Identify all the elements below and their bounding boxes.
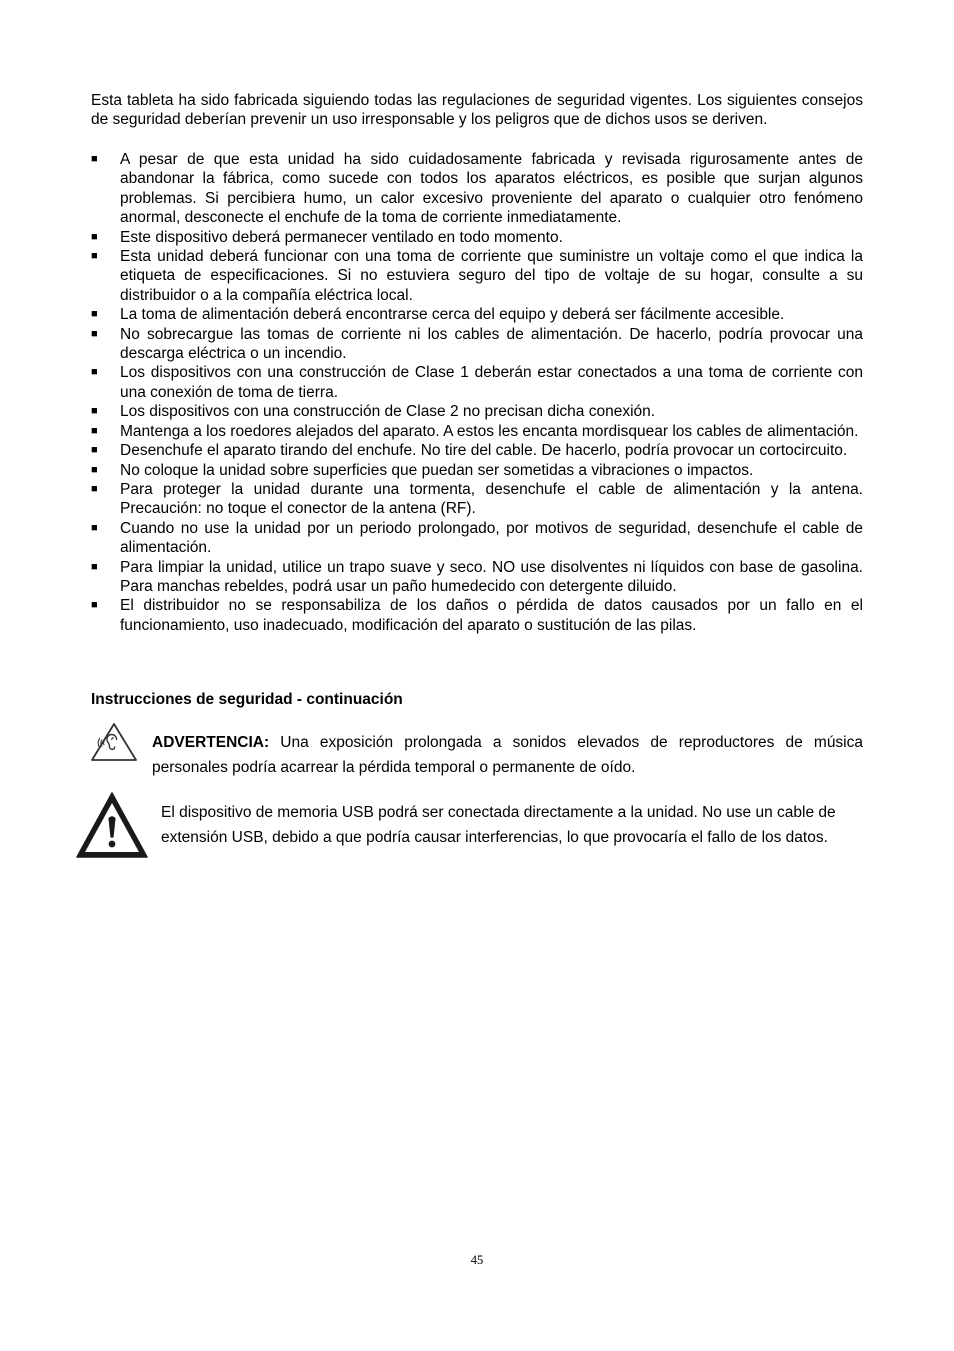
bullet-text: Desenchufe el aparato tirando del enchufe. No tire del cable. De hacerlo, podría provocar un cortocircuito. [120,442,848,460]
safety-bullet-list [91,150,863,635]
list-item [91,461,863,480]
bullet-marker: ■ [91,560,98,573]
bullet-marker: ■ [91,599,98,612]
bullet-text: El distribuidor no se responsabiliza de los daños o pérdida de datos causados por un fallo en el funcionamiento, uso inadecuado, modificación del aparato o sustitución de las pilas. [120,597,863,634]
bullet-marker: ■ [91,250,98,263]
list-item [91,558,863,597]
list-item [91,325,863,364]
list-item [91,402,863,421]
list-item [91,422,863,441]
bullet-marker: ■ [91,444,98,457]
exclamation-warning-icon [76,792,148,858]
list-item [91,441,863,460]
bullet-marker: ■ [91,308,98,321]
bullet-marker: ■ [91,366,98,379]
hearing-warning-icon [90,722,138,762]
bullet-marker: ■ [91,482,98,495]
list-item [91,305,863,324]
bullet-marker: ■ [91,463,98,476]
bullet-text: Esta unidad deberá funcionar con una toma de corriente que suministre un voltaje como el que indica la etiqueta de especificaciones. Si no estuviera seguro del tipo de voltaje de su hogar, consulte a su distribuidor o a la compañía eléctrica local. [120,248,863,304]
bullet-text: No coloque la unidad sobre superficies que puedan ser sometidas a vibraciones o impactos. [120,461,754,479]
list-item [91,247,863,305]
list-item [91,150,863,228]
list-item [91,480,863,519]
list-item [91,519,863,558]
bullet-marker: ■ [91,521,98,534]
bullet-text: A pesar de que esta unidad ha sido cuidadosamente fabricada y revisada rigurosamente antes de abandonar la fábrica, como sucede con todos los aparatos eléctricos, es posible que surjan algunos problemas. Si percibiera humo, un calor excesivo proveniente del aparato o cualquier otro fenómeno anormal, desconecte el enchufe de la toma de corriente inmediatamente. [120,151,863,227]
bullet-marker: ■ [91,153,98,165]
bullet-text: Los dispositivos con una construcción de Clase 1 deberán estar conectados a una toma de corriente con una conexión de toma de tierra. [120,364,863,401]
warning-label: ADVERTENCIA: [152,734,270,751]
usb-warning-text: El dispositivo de memoria USB podrá ser conectada directamente a la unidad. No use un cable de extensión USB, debido a que podría causar interferencias, lo que provocaría el fallo de los datos. [161,804,836,846]
bullet-marker: ■ [91,327,98,340]
section-title: Instrucciones de seguridad - continuación [91,691,403,708]
bullet-text: Mantenga a los roedores alejados del aparato. A estos les encanta mordisquear los cables de alimentación. [120,422,859,440]
list-item [91,228,863,247]
bullet-text: Para proteger la unidad durante una tormenta, desenchufe el cable de alimentación y la antena. Precaución: no toque el conector de la antena (RF). [120,480,863,518]
bullet-marker: ■ [91,230,98,243]
bullet-text: Cuando no use la unidad por un periodo prolongado, por motivos de seguridad, desenchufe el cable de alimentación. [120,519,863,557]
list-item [91,363,863,402]
intro-paragraph: Esta tableta ha sido fabricada siguiendo todas las regulaciones de seguridad vigentes. Los siguientes consejos de seguridad deberían prevenir un uso irresponsable y los peligros que de dichos usos se deriven. [91,92,863,129]
list-item [91,596,863,635]
page-number: 45 [470,1253,484,1267]
hearing-warning-body: Una exposición prolongada a sonidos elevados de reproductores de música personales podría acarrear la pérdida temporal o permanente de oído. [152,734,863,776]
bullet-text: Los dispositivos con una construcción de Clase 2 no precisan dicha conexión. [120,403,656,421]
bullet-text: Este dispositivo deberá permanecer ventilado en todo momento. [120,228,563,246]
bullet-text: Para limpiar la unidad, utilice un trapo suave y seco. NO use disolventes ni líquidos con base de gasolina. Para manchas rebeldes, podrá usar un paño humedecido con detergente diluido. [120,558,863,595]
bullet-marker: ■ [91,424,98,437]
bullet-text: La toma de alimentación deberá encontrarse cerca del equipo y deberá ser fácilmente accesible. [120,306,785,324]
bullet-marker: ■ [91,405,98,418]
hearing-warning-text [152,730,863,780]
bullet-text: No sobrecargue las tomas de corriente ni los cables de alimentación. De hacerlo, podría provocar una descarga eléctrica o un incendio. [120,325,863,363]
